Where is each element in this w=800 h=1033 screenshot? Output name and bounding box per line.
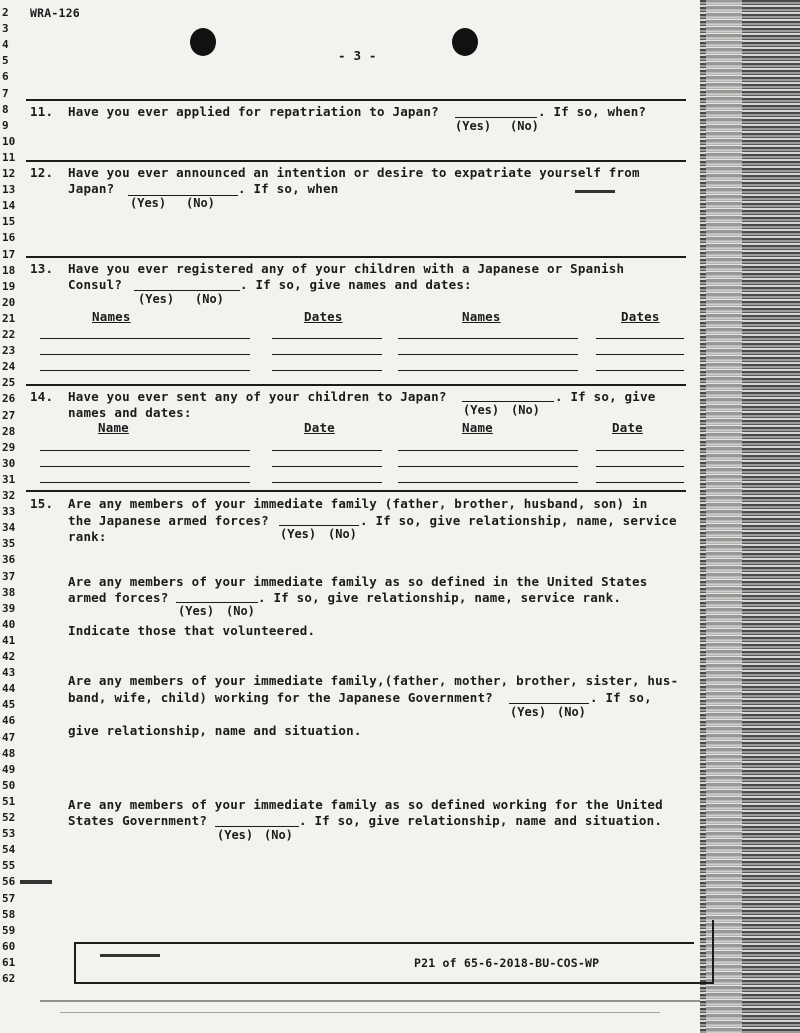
q14-name-line[interactable]: [40, 450, 250, 451]
divider: [26, 99, 686, 101]
q15b-line1: Are any members of your immediate family as so defined in the United States: [68, 574, 648, 589]
margin-line-number: 9: [2, 118, 9, 132]
q13-col-names-2: Names: [462, 309, 501, 324]
q13-no-label: (No): [195, 292, 224, 306]
q13-name-line[interactable]: [398, 338, 578, 339]
q15a-yes-label: (Yes): [280, 527, 317, 541]
footer-reference: P21 of 65-6-2018-BU-COS-WP: [414, 956, 600, 970]
q13-name-line[interactable]: [40, 370, 250, 371]
margin-line-number: 22: [2, 328, 16, 341]
q12-question-line2: Japan?: [68, 181, 115, 196]
margin-line-number: 59: [2, 923, 16, 937]
divider: [26, 160, 686, 162]
q13-question-line1: Have you ever registered any of your children with a Japanese or Spanish: [68, 261, 625, 276]
margin-line-number: 39: [2, 601, 16, 615]
margin-line-number: 48: [2, 746, 16, 760]
q12-yes-label: (Yes): [130, 196, 167, 210]
scan-mark: [100, 954, 160, 957]
margin-line-number: 7: [2, 86, 9, 100]
q14-name-line[interactable]: [40, 466, 250, 467]
q13-date-line[interactable]: [596, 338, 684, 339]
margin-line-number: 62: [2, 972, 16, 985]
q15b-if-so: . If so, give relationship, name, service rank.: [258, 590, 622, 605]
margin-line-number: 27: [2, 408, 16, 422]
scan-mark: [60, 1012, 660, 1013]
q15d-if-so: . If so, give relationship, name and situation.: [299, 813, 663, 828]
q11-answer-blank[interactable]: [455, 117, 537, 118]
divider: [26, 490, 686, 492]
margin-line-number: 11: [2, 150, 16, 164]
scan-mark: [40, 1000, 700, 1002]
q12-no-label: (No): [186, 196, 215, 210]
q15d-line1: Are any members of your immediate family as so defined working for the United: [68, 797, 663, 812]
margin-line-number: 52: [2, 811, 16, 824]
margin-line-number: 38: [2, 585, 16, 599]
q15a-line1: Are any members of your immediate family (father, brother, husband, son) in: [68, 496, 648, 511]
page-number: - 3 -: [338, 48, 377, 63]
margin-line-number: 56: [2, 875, 16, 889]
margin-line-number: 60: [2, 939, 16, 953]
q13-yes-label: (Yes): [138, 292, 175, 306]
margin-line-number: 25: [2, 376, 16, 390]
margin-line-number: 40: [2, 617, 16, 631]
q15c-line1: Are any members of your immediate family,(father, mother, brother, sister, hus-: [68, 673, 679, 688]
margin-line-number: 47: [2, 730, 16, 744]
q14-name-line[interactable]: [398, 466, 578, 467]
q14-name-line[interactable]: [398, 482, 578, 483]
q13-answer-blank[interactable]: [134, 290, 240, 291]
divider: [26, 256, 686, 258]
margin-line-number: 37: [2, 569, 16, 583]
margin-line-number: 50: [2, 778, 16, 792]
margin-line-number: 17: [2, 247, 16, 261]
margin-line-number: 16: [2, 231, 16, 245]
margin-line-number: 19: [2, 279, 16, 293]
margin-line-number: 15: [2, 215, 16, 229]
margin-line-number: 2: [2, 6, 9, 19]
margin-line-number: 26: [2, 392, 16, 406]
margin-line-number: 5: [2, 54, 9, 68]
margin-line-number: 49: [2, 762, 16, 776]
margin-line-number: 45: [2, 698, 16, 712]
q11-number: 11.: [30, 104, 54, 119]
q14-date-line[interactable]: [272, 482, 382, 483]
footer-box-top: [74, 942, 694, 944]
q13-col-dates-2: Dates: [621, 309, 660, 324]
q13-question-line2: Consul?: [68, 277, 123, 292]
margin-line-number: 8: [2, 102, 9, 116]
q14-name-line[interactable]: [398, 450, 578, 451]
margin-line-number: 51: [2, 794, 16, 808]
margin-line-number: 6: [2, 70, 9, 84]
q14-date-line[interactable]: [596, 482, 684, 483]
q15a-if-so: . If so, give relationship, name, service: [360, 513, 677, 528]
q13-name-line[interactable]: [398, 354, 578, 355]
q11-no-label: (No): [510, 119, 539, 133]
q12-question-line1: Have you ever announced an intention or desire to expatriate yourself from: [68, 165, 640, 180]
scan-mark: [575, 190, 615, 193]
margin-line-number: 34: [2, 521, 16, 535]
q15b-line2: armed forces?: [68, 590, 169, 605]
q14-question-line2: names and dates:: [68, 405, 192, 420]
margin-line-number: 21: [2, 311, 16, 325]
margin-line-number: 4: [2, 38, 9, 52]
margin-line-number: 44: [2, 682, 16, 696]
q15d-line2: States Government?: [68, 813, 208, 828]
q14-date-line[interactable]: [596, 466, 684, 467]
q13-if-so: . If so, give names and dates:: [240, 277, 472, 292]
margin-line-number: 23: [2, 344, 16, 358]
margin-line-number: 58: [2, 907, 16, 921]
q14-question-line1: Have you ever sent any of your children to Japan?: [68, 389, 447, 404]
q13-date-line[interactable]: [596, 354, 684, 355]
q14-no-label: (No): [511, 403, 540, 417]
q14-if-so: . If so, give: [555, 389, 656, 404]
punch-hole-right: [452, 28, 478, 56]
margin-line-number: 14: [2, 199, 16, 213]
q11-if-so: . If so, when?: [538, 104, 647, 119]
margin-line-number: 12: [2, 167, 16, 180]
q15b-line3: Indicate those that volunteered.: [68, 623, 316, 638]
margin-line-number: 31: [2, 472, 16, 486]
margin-line-number: 57: [2, 891, 16, 905]
form-id: WRA-126: [30, 6, 80, 20]
q14-number: 14.: [30, 389, 54, 404]
q15d-yes-label: (Yes): [217, 828, 254, 842]
margin-line-number: 28: [2, 424, 16, 438]
q14-date-line[interactable]: [596, 450, 684, 451]
q13-date-line[interactable]: [272, 354, 382, 355]
q13-name-line[interactable]: [40, 354, 250, 355]
margin-line-number: 55: [2, 859, 16, 873]
margin-line-number: 3: [2, 22, 9, 36]
q15a-no-label: (No): [328, 527, 357, 541]
margin-line-number: 18: [2, 263, 16, 277]
q14-date-line[interactable]: [272, 450, 382, 451]
margin-line-number: 53: [2, 827, 16, 841]
q15c-if-so: . If so,: [590, 690, 652, 705]
margin-line-number: 36: [2, 553, 16, 567]
q11-question: Have you ever applied for repatriation to Japan?: [68, 104, 439, 119]
margin-line-number: 20: [2, 295, 16, 309]
footer-box-right: [712, 920, 714, 984]
margin-line-number: 35: [2, 537, 16, 551]
margin-line-number: 42: [2, 650, 16, 663]
scan-edge-artifact-inner: [706, 0, 742, 1033]
q14-col-date-2: Date: [612, 420, 643, 435]
margin-line-number: 61: [2, 955, 16, 969]
q15-number: 15.: [30, 496, 54, 511]
margin-line-number: 29: [2, 440, 16, 454]
margin-line-number: 32: [2, 489, 16, 502]
q15a-answer-blank[interactable]: [279, 525, 359, 526]
q15d-no-label: (No): [264, 828, 293, 842]
q15c-line3: give relationship, name and situation.: [68, 723, 362, 738]
q14-col-name-2: Name: [462, 420, 493, 435]
margin-line-number: 13: [2, 183, 16, 197]
q14-yes-label: (Yes): [463, 403, 500, 417]
q13-date-line[interactable]: [272, 338, 382, 339]
footer-box-bottom: [74, 982, 714, 984]
q15b-answer-blank[interactable]: [176, 602, 258, 603]
q13-number: 13.: [30, 261, 54, 276]
q13-date-line[interactable]: [272, 370, 382, 371]
q13-date-line[interactable]: [596, 370, 684, 371]
margin-line-number: 54: [2, 843, 16, 857]
q13-col-names-1: Names: [92, 309, 131, 324]
q11-yes-label: (Yes): [455, 119, 492, 133]
punch-hole-left: [190, 28, 216, 56]
scan-mark: [20, 880, 52, 884]
q15a-line2: the Japanese armed forces?: [68, 513, 269, 528]
margin-line-number: 30: [2, 456, 16, 470]
q15c-line2: band, wife, child) working for the Japanese Government?: [68, 690, 493, 705]
footer-box-left: [74, 942, 76, 984]
q14-col-name-1: Name: [98, 420, 129, 435]
q13-col-dates-1: Dates: [304, 309, 343, 324]
margin-line-number: 10: [2, 134, 16, 148]
q14-col-date-1: Date: [304, 420, 335, 435]
q14-date-line[interactable]: [272, 466, 382, 467]
q15c-no-label: (No): [557, 705, 586, 719]
margin-line-number: 41: [2, 633, 16, 647]
q15a-line3: rank:: [68, 529, 107, 544]
q12-number: 12.: [30, 165, 54, 180]
q15d-answer-blank[interactable]: [215, 826, 299, 827]
q13-name-line[interactable]: [398, 370, 578, 371]
margin-line-number: 43: [2, 666, 16, 680]
q14-name-line[interactable]: [40, 482, 250, 483]
margin-line-number: 46: [2, 714, 16, 728]
q13-name-line[interactable]: [40, 338, 250, 339]
q15b-yes-label: (Yes): [178, 604, 215, 618]
q14-answer-blank[interactable]: [462, 401, 554, 402]
q15c-yes-label: (Yes): [510, 705, 547, 719]
margin-line-number: 33: [2, 505, 16, 519]
margin-line-number: 24: [2, 360, 16, 374]
q12-if-so: . If so, when: [238, 181, 339, 196]
q15c-answer-blank[interactable]: [509, 703, 589, 704]
divider: [26, 384, 686, 386]
q15b-no-label: (No): [226, 604, 255, 618]
